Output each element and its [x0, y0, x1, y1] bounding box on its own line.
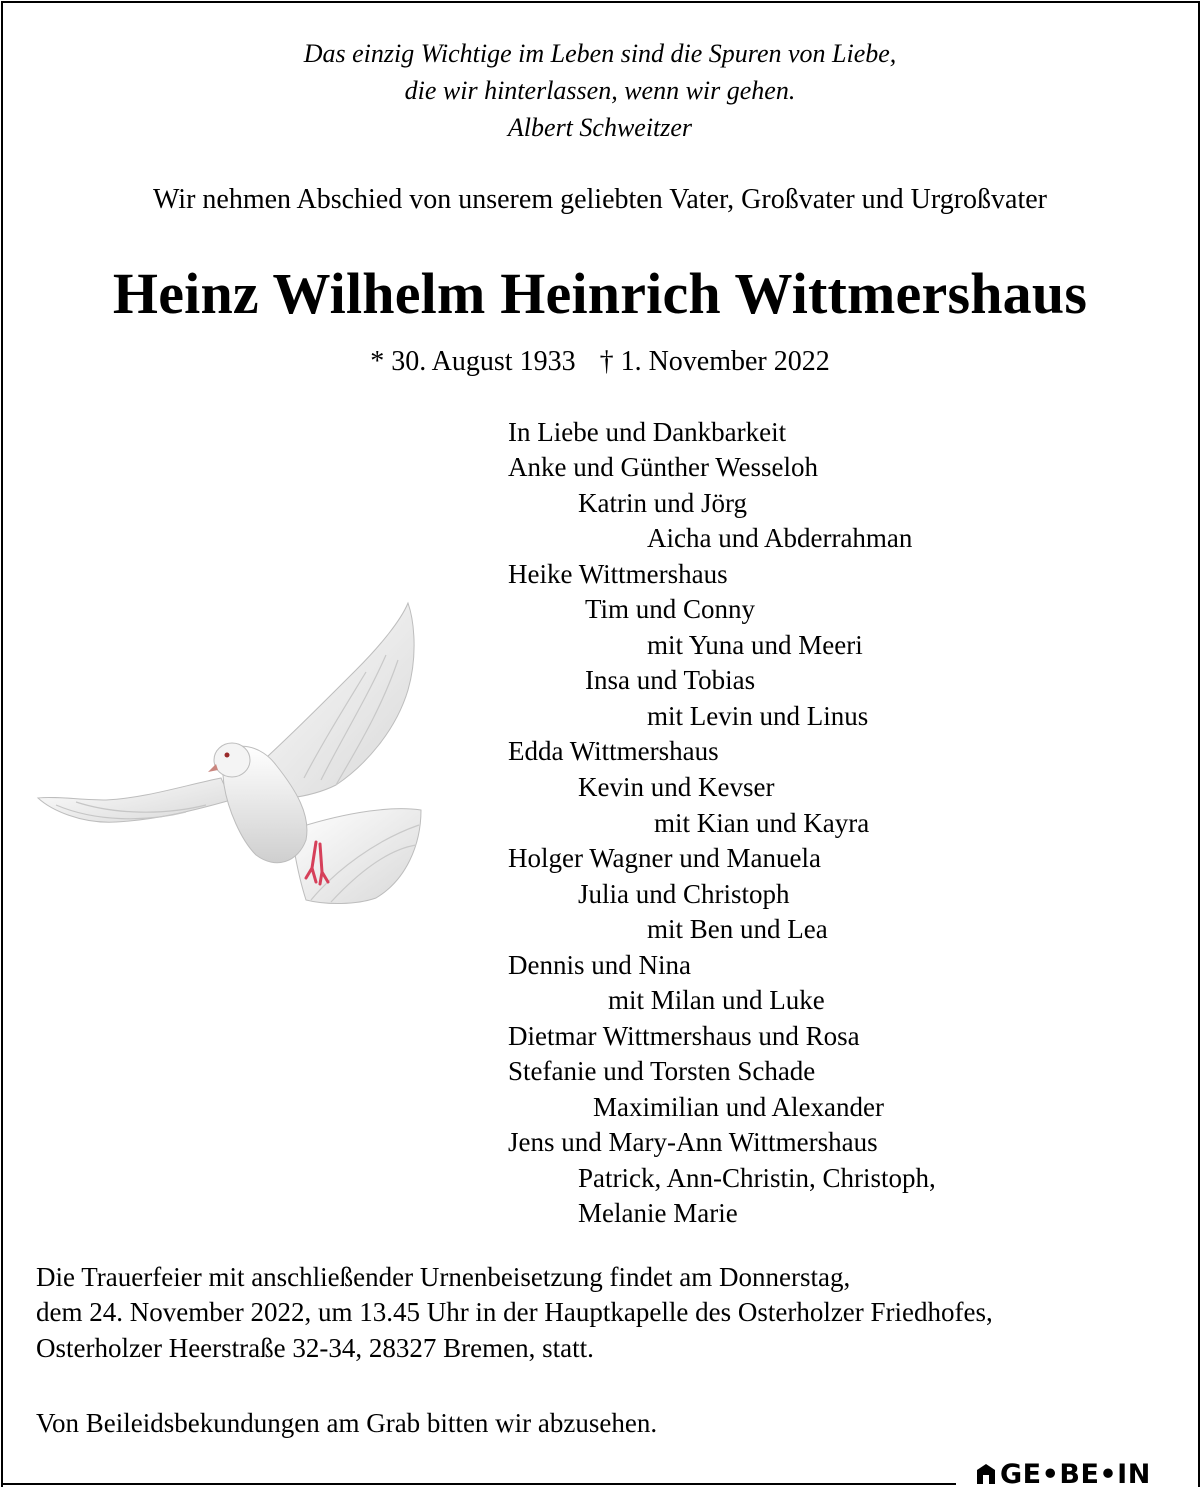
intro-text: Wir nehmen Abschied von unserem geliebten Vater, Großvater und Urgroßvater [152, 184, 1047, 215]
mourner-line: Insa und Tobias [585, 665, 756, 695]
birth-date: * 30. August 1933 [370, 346, 576, 377]
mourner-line: Edda Wittmershaus [508, 736, 719, 766]
mourner-line: Katrin und Jörg [578, 488, 747, 518]
mourner-line: mit Ben und Lea [647, 914, 828, 944]
quote-author: Albert Schweitzer [507, 113, 693, 142]
funeral-line-2: dem 24. November 2022, um 13.45 Uhr in der Hauptkapelle des Osterholzer Friedhofes, [36, 1297, 993, 1327]
death-date: † 1. November 2022 [599, 346, 830, 377]
life-dates [0, 346, 1200, 378]
mourner-line: Aicha und Abderrahman [647, 523, 913, 553]
funeral-line-3: Osterholzer Heerstraße 32-34, 28327 Bremen, statt. [36, 1333, 594, 1363]
mourner-line: In Liebe und Dankbarkeit [508, 417, 787, 447]
mourner-line: Tim und Conny [585, 594, 756, 624]
logo-text: GE•BE•IN [1000, 1458, 1151, 1490]
gebein-logo [975, 1459, 1151, 1489]
bottom-rule [1, 1483, 956, 1485]
mourner-line: Kevin und Kevser [578, 772, 775, 802]
mourner-line: Melanie Marie [578, 1198, 738, 1228]
mourner-line: Julia und Christoph [578, 879, 790, 909]
quote-line-2: die wir hinterlassen, wenn wir gehen. [404, 76, 796, 105]
mourner-line: mit Kian und Kayra [654, 808, 870, 838]
mourner-line: Patrick, Ann-Christin, Christoph, [578, 1163, 936, 1193]
mourner-line: mit Yuna und Meeri [647, 630, 863, 660]
dove-illustration [36, 600, 426, 910]
mourner-line: Maximilian und Alexander [593, 1092, 884, 1122]
quote-line-1: Das einzig Wichtige im Leben sind die Spuren von Liebe, [303, 39, 897, 68]
mourner-line: Holger Wagner und Manuela [508, 843, 821, 873]
mourner-line: Heike Wittmershaus [508, 559, 728, 589]
mourner-line: Dietmar Wittmershaus und Rosa [508, 1021, 860, 1051]
mourner-line: Dennis und Nina [508, 950, 691, 980]
mourner-line: Jens und Mary-Ann Wittmershaus [508, 1127, 878, 1157]
mourner-line: Anke und Günther Wesseloh [508, 452, 819, 482]
mourner-line: mit Levin und Linus [647, 701, 869, 731]
logo-mark-icon [975, 1462, 997, 1486]
funeral-line-1: Die Trauerfeier mit anschließender Urnenbeisetzung findet am Donnerstag, [36, 1262, 851, 1292]
deceased-name: Heinz Wilhelm Heinrich Wittmershaus [112, 261, 1088, 326]
condolence-note: Von Beileidsbekundungen am Grab bitten wir abzusehen. [36, 1408, 658, 1438]
mourner-line: Stefanie und Torsten Schade [508, 1056, 816, 1086]
mourner-line: mit Milan und Luke [608, 985, 825, 1015]
